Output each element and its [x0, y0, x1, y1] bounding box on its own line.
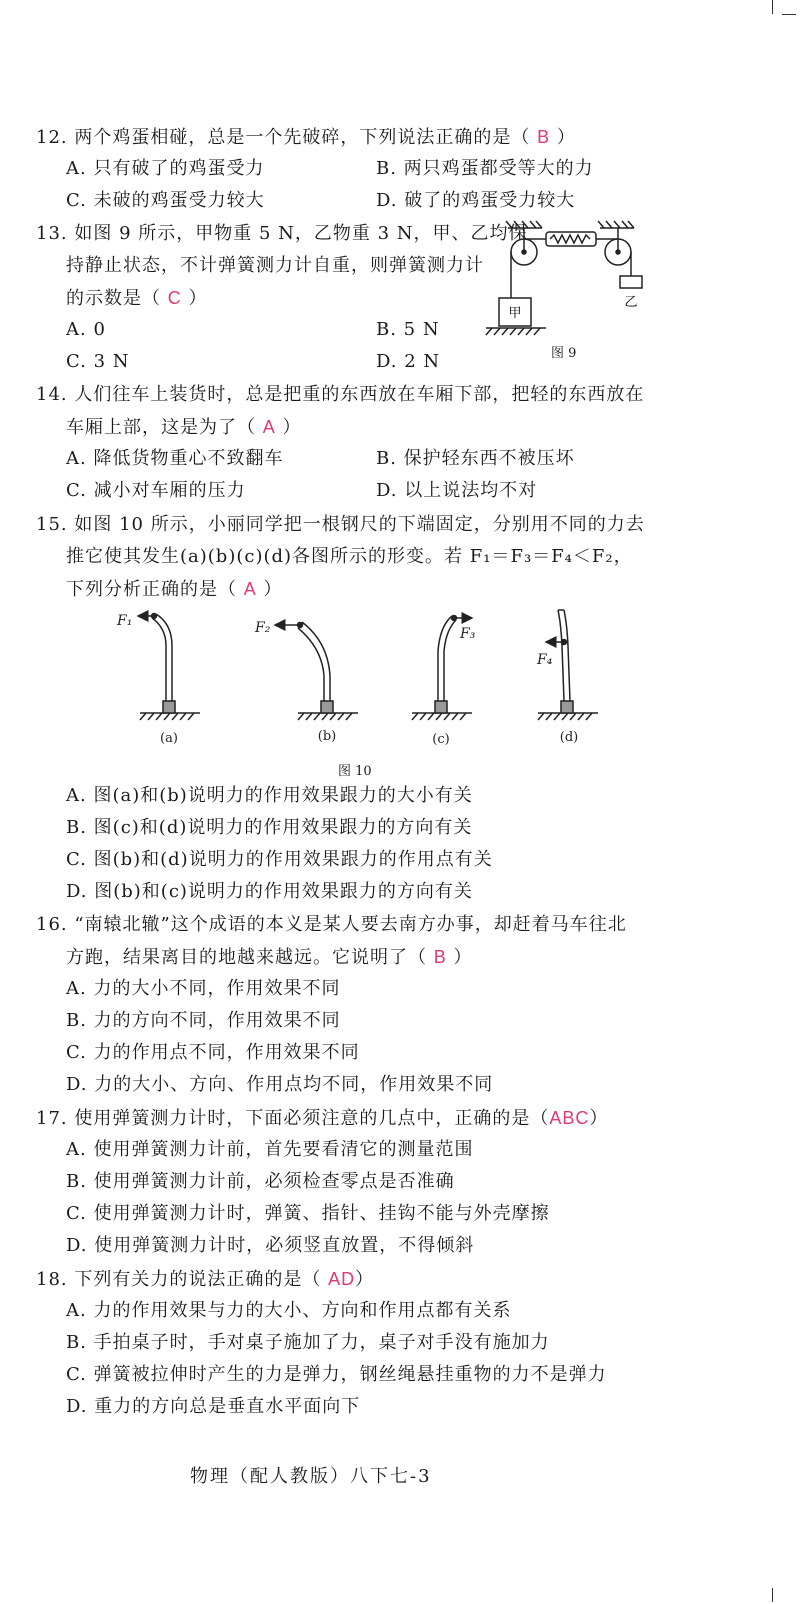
q15-stem-line2: 推它使其发生(a)(b)(c)(d)各图所示的形变。若 F₁＝F₃＝F₄＜F₂，: [66, 546, 633, 567]
q18-option-a: A. 力的作用效果与力的大小、方向和作用点都有关系: [66, 1300, 512, 1321]
q17-option-c: C. 使用弹簧测力计时，弹簧、指针、挂钩不能与外壳摩擦: [66, 1203, 550, 1224]
q12-option-a: A. 只有破了的鸡蛋受力: [66, 158, 265, 179]
fig10-force-label-f1: F₁: [117, 613, 133, 629]
q12-option-b: B. 两只鸡蛋都受等大的力: [376, 158, 594, 179]
q17-stem: 17. 使用弹簧测力计时，下面必须注意的几点中，正确的是（ABC）: [36, 1108, 609, 1129]
fig9-label-jia: 甲: [508, 306, 522, 321]
figure-9-pulley-diagram: [484, 218, 654, 340]
q14-option-b: B. 保护轻东西不被压坏: [376, 448, 575, 469]
q18-option-c: C. 弹簧被拉伸时产生的力是弹力，钢丝绳悬挂重物的力不是弹力: [66, 1364, 607, 1385]
q17-answer: ABC: [549, 1108, 590, 1128]
q17-option-b: B. 使用弹簧测力计前，必须检查零点是否准确: [66, 1171, 455, 1192]
q15-option-b: B. 图(c)和(d)说明力的作用效果跟力的方向有关: [66, 817, 473, 838]
q12-answer: B: [537, 127, 551, 147]
crop-mark-top-right-h: [782, 14, 796, 15]
q14-option-d: D. 以上说法均不对: [376, 480, 538, 501]
q16-option-a: A. 力的大小不同，作用效果不同: [66, 978, 341, 999]
q15-option-a: A. 图(a)和(b)说明力的作用效果跟力的大小有关: [66, 785, 473, 806]
q15-stem-line1: 15. 如图 10 所示，小丽同学把一根钢尺的下端固定，分别用不同的力去: [36, 514, 645, 535]
q18-option-d: D. 重力的方向总是垂直水平面向下: [66, 1396, 361, 1417]
fig10-force-label-f4: F₄: [537, 652, 553, 668]
q13-option-c: C. 3 N: [66, 351, 130, 372]
q13-option-d: D. 2 N: [376, 351, 441, 372]
q15-answer: A: [243, 579, 257, 599]
fig10-label-c: (c): [432, 732, 450, 747]
fig10-label-a: (a): [160, 731, 178, 746]
q13-stem-line1: 13. 如图 9 所示，甲物重 5 N，乙物重 3 N，甲、乙均保: [36, 223, 528, 244]
q18-stem: 18. 下列有关力的说法正确的是（ AD）: [36, 1269, 375, 1290]
q13-answer: C: [167, 288, 182, 308]
crop-mark-top-right: [772, 0, 773, 14]
q13-option-a: A. 0: [66, 319, 106, 340]
q12-option-d: D. 破了的鸡蛋受力较大: [376, 190, 576, 211]
fig9-label-yi: 乙: [624, 295, 638, 310]
q18-option-b: B. 手拍桌子时，手对桌子施加了力，桌子对手没有施加力: [66, 1332, 550, 1353]
q14-stem-line2: 车厢上部，这是为了（ A ）: [66, 417, 302, 438]
q16-stem-line2: 方跑，结果离目的地越来越远。它说明了（ B ）: [66, 947, 473, 968]
q16-option-b: B. 力的方向不同，作用效果不同: [66, 1010, 341, 1031]
crop-mark-bottom-right: [772, 1588, 773, 1602]
q14-answer: A: [262, 417, 276, 437]
fig10-force-label-f2: F₂: [255, 620, 271, 636]
q14-stem-line1: 14. 人们往车上装货时，总是把重的东西放在车厢下部，把轻的东西放在: [36, 384, 645, 405]
q16-stem-line1: 16. “南辕北辙”这个成语的本义是某人要去南方办事，却赶着马车往北: [36, 914, 627, 935]
figure-9-caption: 图 9: [551, 346, 577, 361]
figure-10-caption: 图 10: [338, 764, 372, 779]
q13-option-b: B. 5 N: [376, 319, 440, 340]
fig10-b: [275, 622, 358, 720]
q13-stem-line2: 持静止状态，不计弹簧测力计自重，则弹簧测力计: [66, 255, 484, 276]
q17-option-d: D. 使用弹簧测力计时，必须竖直放置，不得倾斜: [66, 1235, 475, 1256]
q14-option-c: C. 减小对车厢的压力: [66, 480, 246, 501]
q16-option-c: C. 力的作用点不同，作用效果不同: [66, 1042, 360, 1063]
q14-option-a: A. 降低货物重心不致翻车: [66, 448, 284, 469]
q13-stem-line3: 的示数是（ C ）: [66, 288, 208, 309]
fig10-force-label-f3: F₃: [460, 626, 476, 642]
fig10-a: [138, 614, 200, 721]
q18-answer: AD: [328, 1269, 356, 1289]
page-footer: 物理（配人教版）八下七-3: [190, 1466, 432, 1487]
q16-answer: B: [433, 947, 447, 967]
fig10-label-b: (b): [317, 729, 337, 744]
q12-option-c: C. 未破的鸡蛋受力较大: [66, 190, 265, 211]
q16-option-d: D. 力的大小、方向、作用点均不同，作用效果不同: [66, 1074, 494, 1095]
fig10-label-d: (d): [559, 730, 579, 745]
q15-option-d: D. 图(b)和(c)说明力的作用效果跟力的方向有关: [66, 881, 473, 902]
q15-option-c: C. 图(b)和(d)说明力的作用效果跟力的作用点有关: [66, 849, 493, 870]
q17-option-a: A. 使用弹簧测力计前，首先要看清它的测量范围: [66, 1139, 474, 1160]
figure-10-ruler-diagrams: [100, 606, 620, 756]
q15-stem-line3: 下列分析正确的是（ A ）: [66, 579, 283, 600]
q12-stem: 12. 两个鸡蛋相碰，总是一个先破碎，下列说法正确的是（ B ）: [36, 127, 576, 148]
